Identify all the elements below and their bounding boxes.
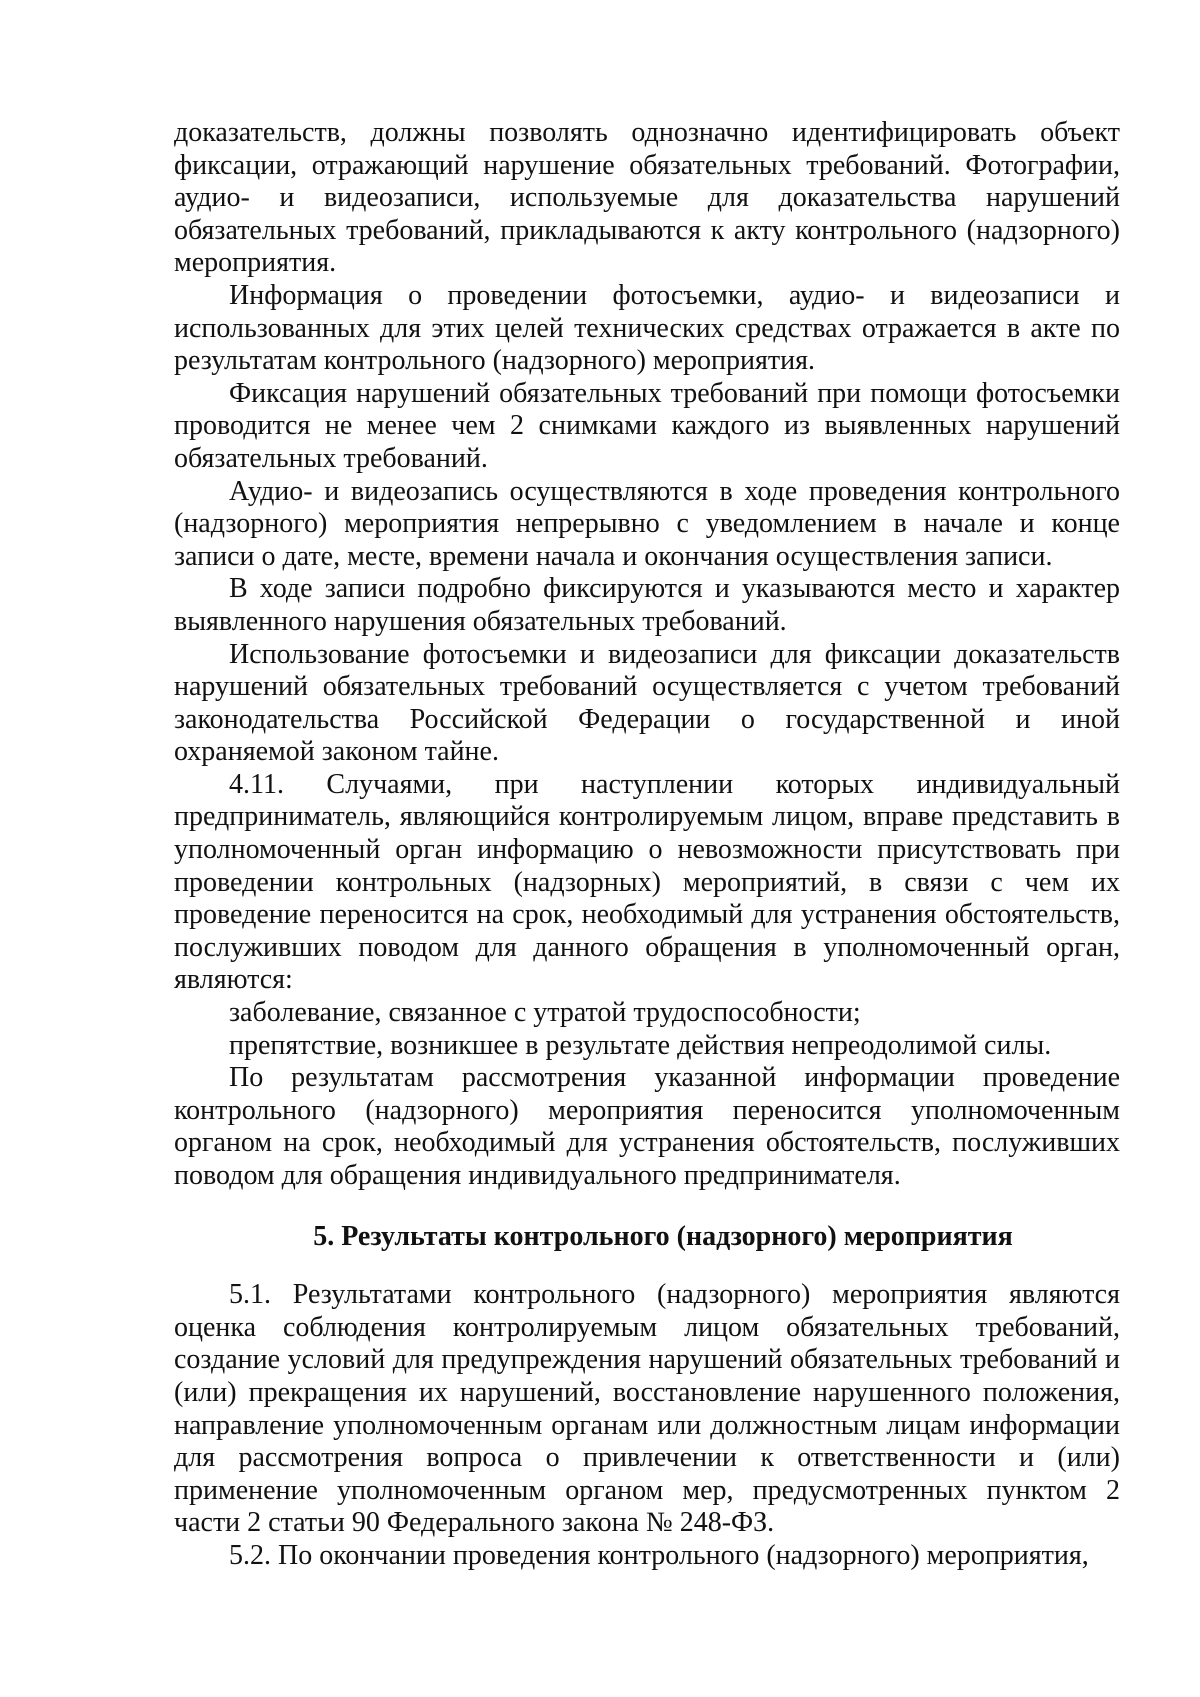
paragraph-legislation: Использование фотосъемки и видеозаписи для фиксации доказательств нарушений обязательных требований осуществляется с учетом требований законодательства Российской Федерации о государственной и иной охраняемой законом тайне. [174,638,1120,768]
paragraph-4-11: 4.11. Случаями, при наступлении которых индивидуальный предприниматель, являющийся контролируемым лицом, вправе представить в уполномоченный орган информацию о невозможности присутствовать при проведении контрольных (надзорных) мероприятий, в связи с чем их проведение переносится на срок, необходимый для устранения обстоятельств, послуживших поводом для данного обращения в уполномоченный орган, являются: [174,768,1120,996]
paragraph-photo-count: Фиксация нарушений обязательных требований при помощи фотосъемки проводится не менее чем 2 снимками каждого из выявленных нарушений обязательных требований. [174,377,1120,474]
paragraph-photo-info: Информация о проведении фотосъемки, аудио- и видеозаписи и использованных для этих целей технических средствах отражается в акте по результатам контрольного (надзорного) мероприятия. [174,279,1120,377]
document-page [174,117,1120,1573]
paragraph-5-1: 5.1. Результатами контрольного (надзорного) мероприятия являются оценка соблюдения контролируемым лицом обязательных требований, создание условий для предупреждения нарушений обязательных требований и (или) прекращения их нарушений, восстановление нарушенного положения, направление уполномоченным органам или должностным лицам информации для рассмотрения вопроса о привлечении к ответственности и (или) применение уполномоченным органом мер, предусмотренных пунктом 2 части 2 статьи 90 Федерального закона № 248-ФЗ. [174,1279,1120,1539]
paragraph-postponement: По результатам рассмотрения указанной информации проведение контрольного (надзорного) мероприятия переносится уполномоченным органом на срок, необходимый для устранения обстоятельств, послуживших поводом для обращения индивидуального предпринимателя. [174,1062,1120,1191]
paragraph-recording-details: В ходе записи подробно фиксируются и указываются место и характер выявленного нарушения обязательных требований. [174,573,1120,637]
section-heading-5: 5. Результаты контрольного (надзорного) мероприятия [313,1220,1013,1252]
paragraph-audio-video: Аудио- и видеозапись осуществляются в ходе проведения контрольного (надзорного) мероприятия непрерывно с уведомлением в начале и конце записи о дате, месте, времени начала и окончания осуществления записи. [174,475,1120,572]
list-item-illness: заболевание, связанное с утратой трудоспособности; [229,997,861,1029]
paragraph-evidence-fixation: доказательств, должны позволять однозначно идентифицировать объект фиксации, отражающий нарушение обязательных требований. Фотографии, аудио- и видеозаписи, используемые для доказательства нарушений обязательных требований, прикладываются к акту контрольного (надзорного) мероприятия. [174,117,1120,279]
paragraph-5-2: 5.2. По окончании проведения контрольного (надзорного) мероприятия, [229,1539,1089,1571]
list-item-force-majeure: препятствие, возникшее в результате действия непреодолимой силы. [229,1029,1052,1061]
